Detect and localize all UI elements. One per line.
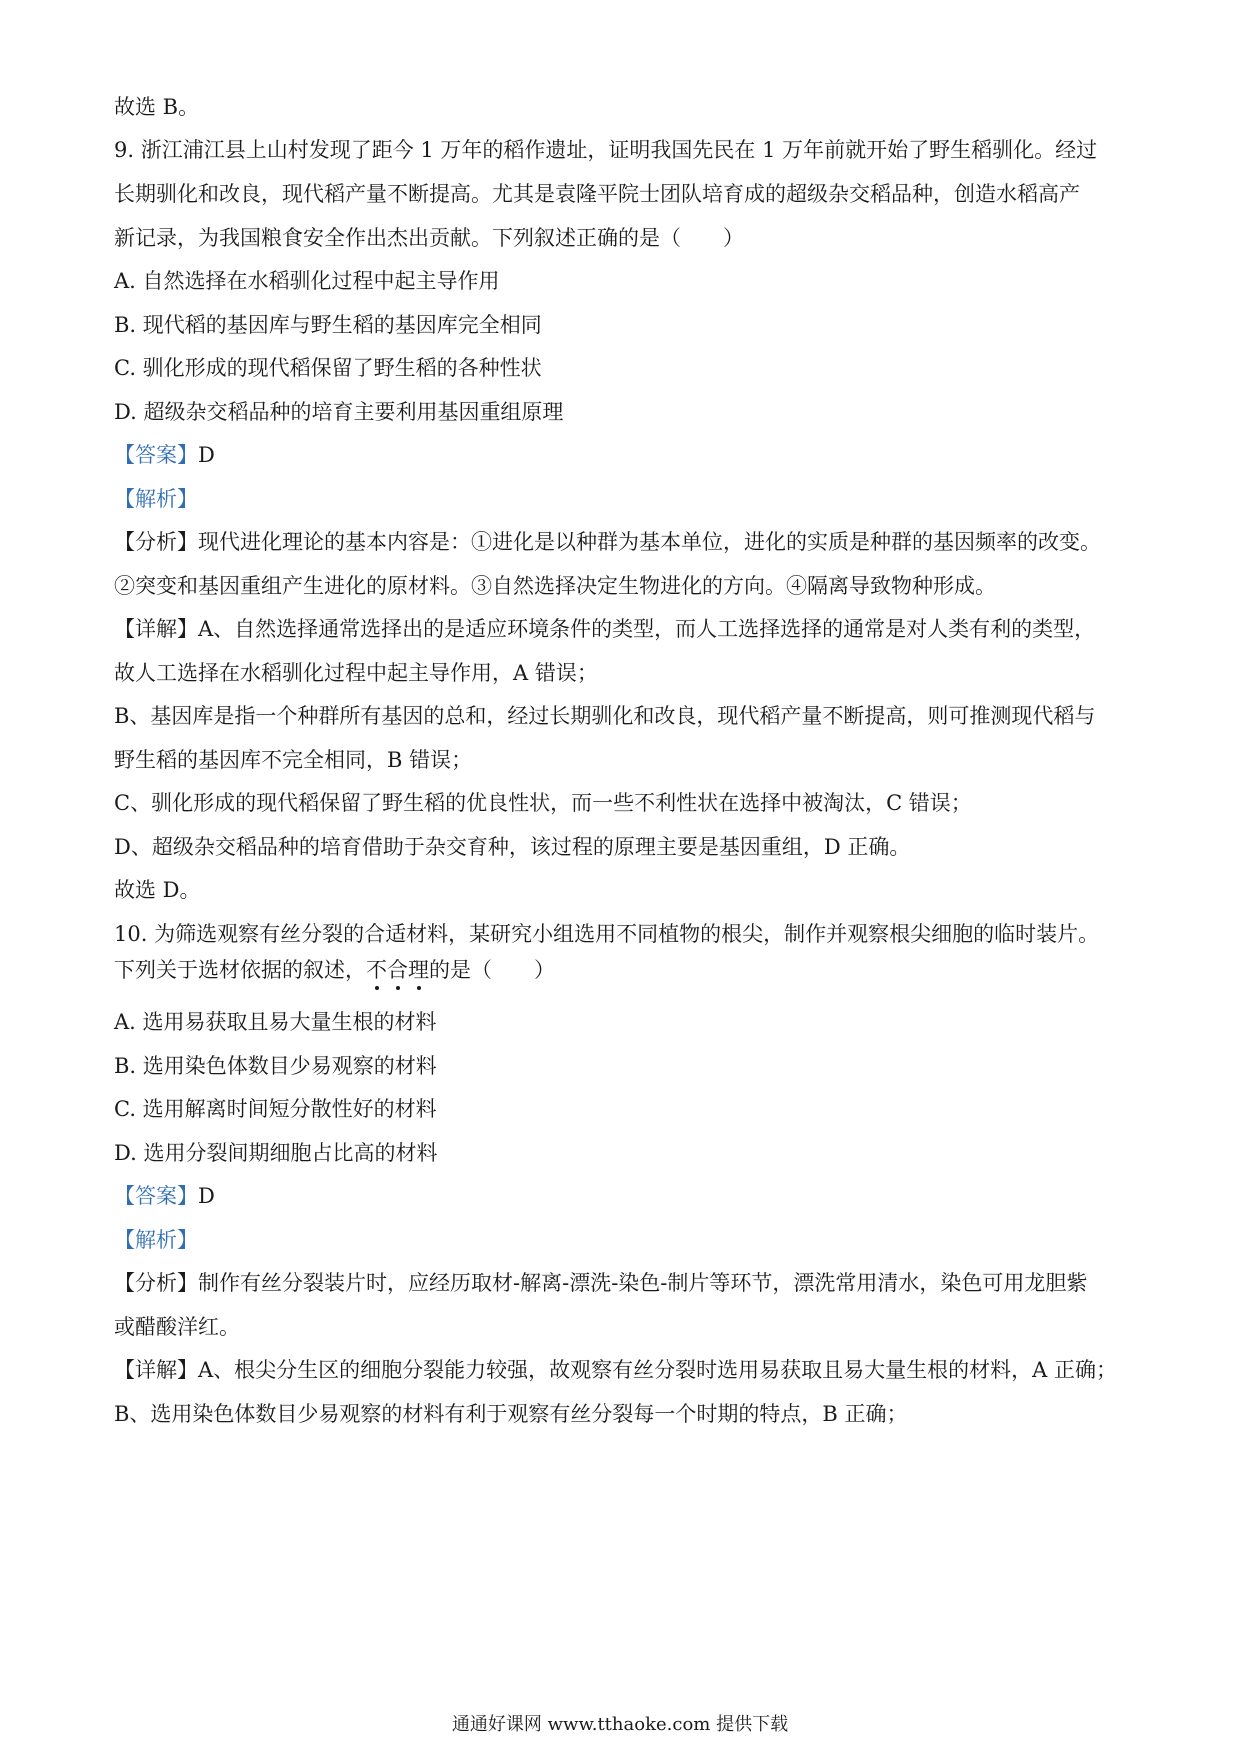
q10-xiangjie-a-text: A、根尖分生区的细胞分裂能力较强，故观察有丝分裂时选用易获取且易大量生根的材料，A 正确； — [198, 1358, 1118, 1382]
q9-conclusion: 故选 D。 — [114, 878, 201, 902]
previous-conclusion: 故选 B。 — [114, 95, 200, 119]
q9-option-a: A. 自然选择在水稻驯化过程中起主导作用 — [114, 269, 500, 293]
q9-fenxi-label: 【分析】 — [114, 530, 198, 554]
q9-xiangjie-a-text-1: A、自然选择通常选择出的是适应环境条件的类型，而人工选择选择的通常是对人类有利的类型， — [198, 617, 1096, 641]
q10-option-a: A. 选用易获取且易大量生根的材料 — [114, 1010, 437, 1034]
page-footer: 通通好课网 www.tthaoke.com 提供下载 — [451, 1714, 789, 1735]
q9-stem-line-1: 9. 浙江浦江县上山村发现了距今 1 万年的稻作遗址，证明我国先民在 1 万年前就开始了野生稻驯化。经过 — [114, 138, 1098, 162]
q10-stem-line-1: 10. 为筛选观察有丝分裂的合适材料，某研究小组选用不同植物的根尖，制作并观察根尖细胞的临时装片。 — [114, 922, 1100, 946]
q9-xiangjie-b-line-1: B、基因库是指一个种群所有基因的总和，经过长期驯化和改良，现代稻产量不断提高，则可推测现代稻与 — [114, 704, 1096, 728]
q9-option-b: B. 现代稻的基因库与野生稻的基因库完全相同 — [114, 313, 542, 337]
q9-stem-line-3: 新记录，为我国粮食安全作出杰出贡献。下列叙述正确的是（ ） — [114, 226, 744, 250]
emphasis-char-2: 合 — [387, 958, 408, 982]
q9-analysis-label: 【解析】 — [114, 487, 198, 511]
q10-stem-line-2 — [114, 955, 1134, 985]
q9-fenxi-text-1: 现代进化理论的基本内容是：①进化是以种群为基本单位，进化的实质是种群的基因频率的改变。 — [198, 530, 1101, 554]
q10-option-b: B. 选用染色体数目少易观察的材料 — [114, 1054, 437, 1078]
q10-xiangjie-label: 【详解】 — [114, 1358, 198, 1382]
q10-answer-value: D — [198, 1184, 215, 1208]
q10-fenxi-line-2: 或醋酸洋红。 — [114, 1315, 240, 1339]
q9-answer — [114, 440, 1134, 470]
emphasis-char-1: 不 — [366, 958, 387, 982]
q10-fenxi-label: 【分析】 — [114, 1271, 198, 1295]
q10-fenxi-line-1 — [114, 1268, 1134, 1298]
q9-xiangjie-c: C、驯化形成的现代稻保留了野生稻的优良性状，而一些不利性状在选择中被淘汰，C 错误； — [114, 791, 972, 815]
q9-xiangjie-a-line-1 — [114, 614, 1134, 644]
q10-xiangjie-a — [114, 1355, 1134, 1385]
q10-stem-post: 的是（ ） — [429, 958, 555, 982]
q9-fenxi-line-1 — [114, 527, 1134, 557]
q9-xiangjie-d: D、超级杂交稻品种的培育借助于杂交育种，该过程的原理主要是基因重组，D 正确。 — [114, 835, 911, 859]
q10-answer-label: 【答案】 — [114, 1184, 198, 1208]
q9-option-c: C. 驯化形成的现代稻保留了野生稻的各种性状 — [114, 356, 542, 380]
q9-xiangjie-label: 【详解】 — [114, 617, 198, 641]
q9-answer-value: D — [198, 443, 215, 467]
q10-option-d: D. 选用分裂间期细胞占比高的材料 — [114, 1141, 438, 1165]
emphasis-char-3: 理 — [408, 958, 429, 982]
q9-answer-label: 【答案】 — [114, 443, 198, 467]
q9-fenxi-line-2: ②突变和基因重组产生进化的原材料。③自然选择决定生物进化的方向。④隔离导致物种形成。 — [114, 574, 996, 598]
q10-stem-pre: 下列关于选材依据的叙述， — [114, 958, 366, 982]
q9-xiangjie-b-line-2: 野生稻的基因库不完全相同，B 错误； — [114, 748, 473, 772]
q10-option-c: C. 选用解离时间短分散性好的材料 — [114, 1097, 437, 1121]
q10-xiangjie-b: B、选用染色体数目少易观察的材料有利于观察有丝分裂每一个时期的特点，B 正确； — [114, 1402, 908, 1426]
q9-xiangjie-a-line-2: 故人工选择在水稻驯化过程中起主导作用，A 错误； — [114, 661, 598, 685]
q9-stem-line-2: 长期驯化和改良，现代稻产量不断提高。尤其是袁隆平院士团队培育成的超级杂交稻品种，创造水稻高产 — [114, 182, 1080, 206]
q10-answer — [114, 1181, 1134, 1211]
q10-fenxi-text-1: 制作有丝分裂装片时，应经历取材-解离-漂洗-染色-制片等环节，漂洗常用清水，染色可用龙胆紫 — [198, 1271, 1088, 1295]
q10-analysis-label: 【解析】 — [114, 1228, 198, 1252]
q9-option-d: D. 超级杂交稻品种的培育主要利用基因重组原理 — [114, 400, 564, 424]
